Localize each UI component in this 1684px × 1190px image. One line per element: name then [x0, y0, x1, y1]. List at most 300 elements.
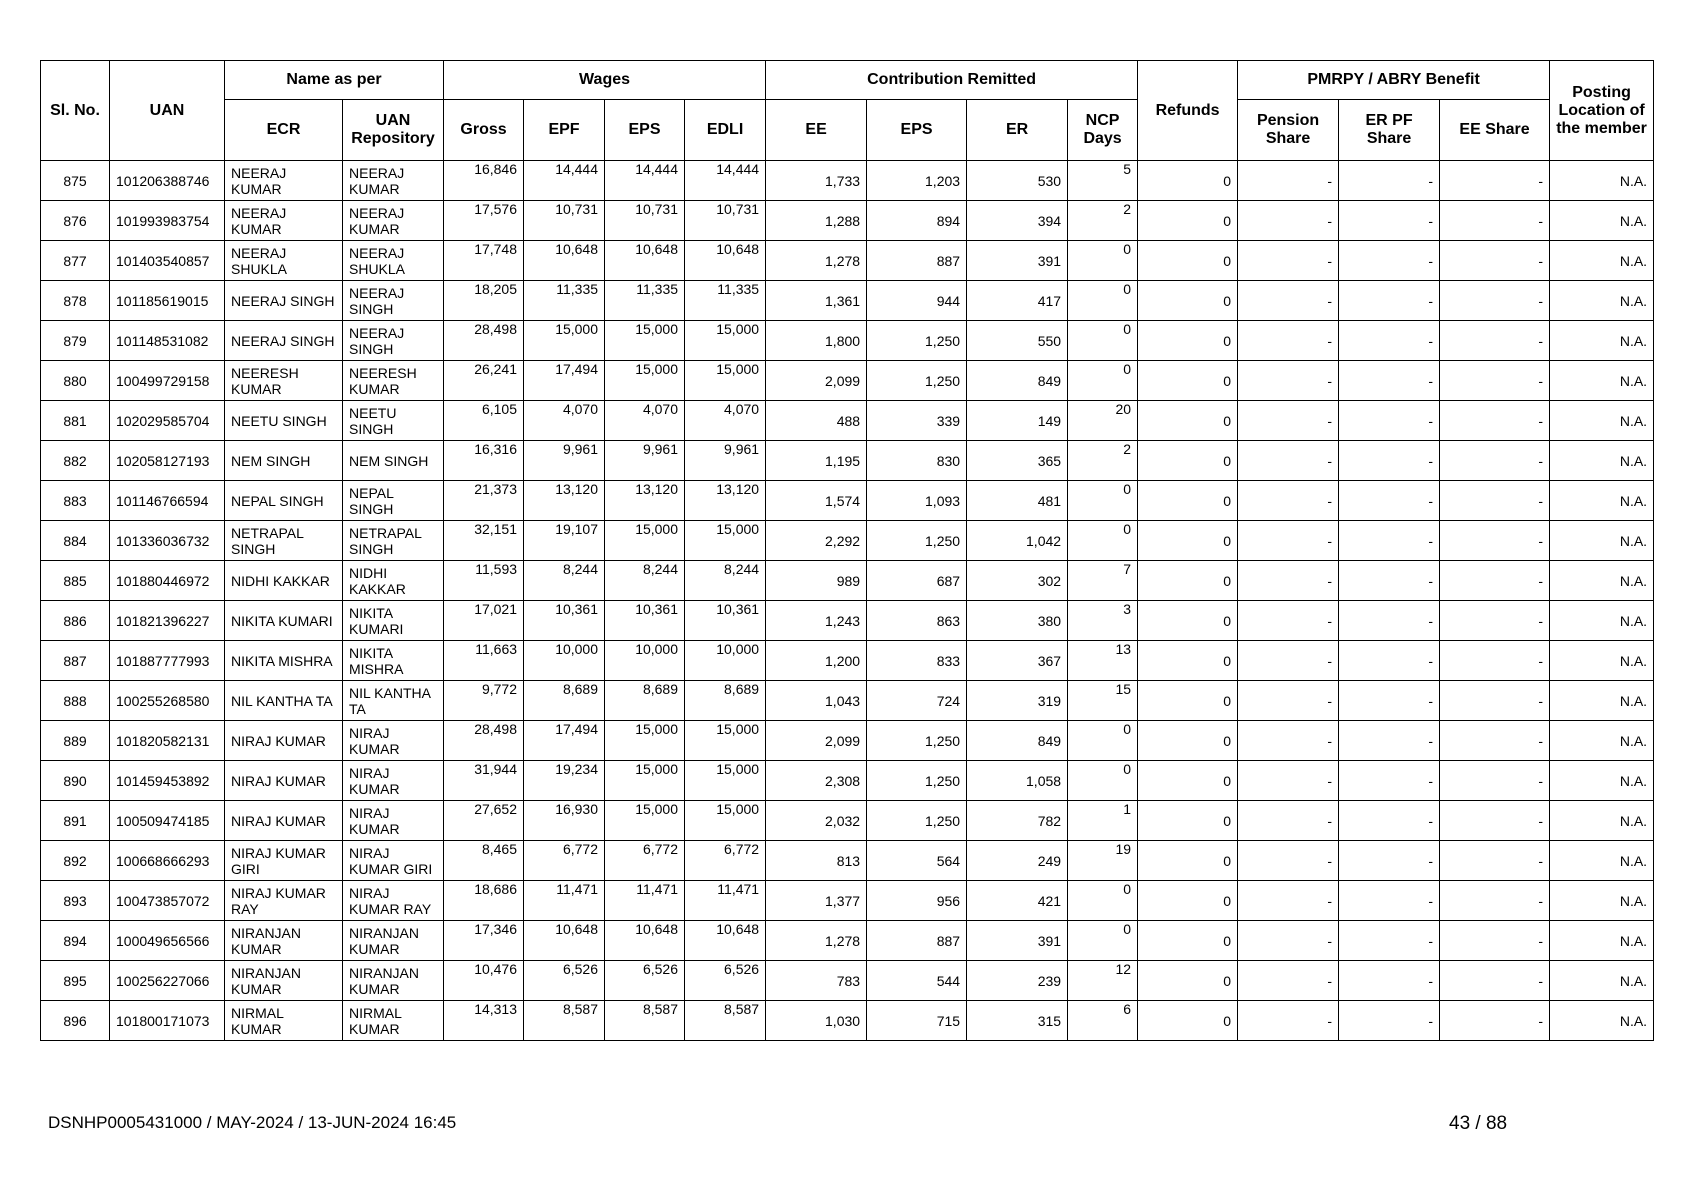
cell-sl-no: 886	[41, 601, 110, 641]
cell-er-pf-share: -	[1339, 521, 1440, 561]
cell-sl-no: 881	[41, 401, 110, 441]
cell-pension-share: -	[1238, 281, 1339, 321]
cell-eps-wages: 15,000	[605, 521, 685, 561]
cell-ee-share: -	[1440, 161, 1550, 201]
cell-eps-wages: 8,689	[605, 681, 685, 721]
cell-refunds: 0	[1138, 681, 1238, 721]
cell-ee-share: -	[1440, 761, 1550, 801]
cell-uan-repository-name: NIKITA MISHRA	[343, 641, 444, 681]
cell-uan-repository-name: NIDHI KAKKAR	[343, 561, 444, 601]
cell-epf: 10,361	[524, 601, 605, 641]
cell-uan-repository-name: NEERAJ SHUKLA	[343, 241, 444, 281]
cell-edli: 10,731	[685, 201, 766, 241]
cell-ecr-name: NIRAJ KUMAR GIRI	[225, 841, 343, 881]
cell-ee-share: -	[1440, 641, 1550, 681]
cell-er-pf-share: -	[1339, 1001, 1440, 1041]
cell-refunds: 0	[1138, 481, 1238, 521]
page-number: 43 / 88	[1449, 1113, 1508, 1134]
cell-sl-no: 875	[41, 161, 110, 201]
cell-sl-no: 889	[41, 721, 110, 761]
table-row	[41, 681, 1654, 721]
cell-ncp-days: 15	[1068, 681, 1138, 721]
group-pmrpy-abry: PMRPY / ABRY Benefit	[1238, 61, 1550, 100]
cell-uan: 100049656566	[110, 921, 225, 961]
cell-er: 391	[967, 241, 1068, 281]
cell-sl-no: 887	[41, 641, 110, 681]
cell-uan: 101459453892	[110, 761, 225, 801]
cell-epf: 4,070	[524, 401, 605, 441]
col-posting-location: Posting Location of the member	[1550, 61, 1654, 161]
cell-ecr-name: NIRAJ KUMAR	[225, 761, 343, 801]
cell-posting-location: N.A.	[1550, 481, 1654, 521]
cell-gross: 16,846	[444, 161, 524, 201]
cell-sl-no: 894	[41, 921, 110, 961]
cell-eps-contribution: 863	[867, 601, 967, 641]
cell-uan: 101148531082	[110, 321, 225, 361]
cell-posting-location: N.A.	[1550, 441, 1654, 481]
cell-gross: 17,021	[444, 601, 524, 641]
cell-sl-no: 892	[41, 841, 110, 881]
cell-uan: 101821396227	[110, 601, 225, 641]
cell-edli: 9,961	[685, 441, 766, 481]
cell-edli: 15,000	[685, 801, 766, 841]
cell-uan-repository-name: NIRAJ KUMAR	[343, 721, 444, 761]
cell-posting-location: N.A.	[1550, 921, 1654, 961]
cell-refunds: 0	[1138, 321, 1238, 361]
cell-refunds: 0	[1138, 441, 1238, 481]
table-row	[41, 521, 1654, 561]
table-row	[41, 761, 1654, 801]
cell-posting-location: N.A.	[1550, 521, 1654, 561]
cell-er: 319	[967, 681, 1068, 721]
table-row	[41, 881, 1654, 921]
cell-er: 550	[967, 321, 1068, 361]
cell-sl-no: 884	[41, 521, 110, 561]
cell-ee: 1,195	[766, 441, 867, 481]
cell-er-pf-share: -	[1339, 881, 1440, 921]
cell-posting-location: N.A.	[1550, 681, 1654, 721]
cell-eps-wages: 9,961	[605, 441, 685, 481]
cell-eps-wages: 15,000	[605, 321, 685, 361]
cell-sl-no: 879	[41, 321, 110, 361]
cell-er-pf-share: -	[1339, 561, 1440, 601]
cell-sl-no: 876	[41, 201, 110, 241]
cell-gross: 8,465	[444, 841, 524, 881]
cell-gross: 17,576	[444, 201, 524, 241]
cell-ee-share: -	[1440, 361, 1550, 401]
col-edli: EDLI	[685, 100, 766, 161]
cell-eps-contribution: 833	[867, 641, 967, 681]
cell-ee: 2,099	[766, 361, 867, 401]
cell-sl-no: 882	[41, 441, 110, 481]
col-ecr: ECR	[225, 100, 343, 161]
col-epf: EPF	[524, 100, 605, 161]
cell-uan: 100499729158	[110, 361, 225, 401]
cell-er: 1,058	[967, 761, 1068, 801]
cell-er-pf-share: -	[1339, 961, 1440, 1001]
cell-uan-repository-name: NEERAJ SINGH	[343, 321, 444, 361]
cell-edli: 10,000	[685, 641, 766, 681]
cell-sl-no: 890	[41, 761, 110, 801]
cell-ecr-name: NEERESH KUMAR	[225, 361, 343, 401]
cell-ee: 1,278	[766, 241, 867, 281]
cell-uan: 101820582131	[110, 721, 225, 761]
table-row	[41, 241, 1654, 281]
cell-uan: 101206388746	[110, 161, 225, 201]
cell-eps-contribution: 724	[867, 681, 967, 721]
cell-uan-repository-name: NEM SINGH	[343, 441, 444, 481]
cell-uan-repository-name: NEERAJ KUMAR	[343, 161, 444, 201]
cell-epf: 17,494	[524, 721, 605, 761]
cell-eps-wages: 14,444	[605, 161, 685, 201]
cell-ee-share: -	[1440, 841, 1550, 881]
cell-refunds: 0	[1138, 241, 1238, 281]
cell-ee: 989	[766, 561, 867, 601]
cell-pension-share: -	[1238, 561, 1339, 601]
col-ee: EE	[766, 100, 867, 161]
cell-ee-share: -	[1440, 201, 1550, 241]
cell-ecr-name: NIL KANTHA TA	[225, 681, 343, 721]
col-ee-share: EE Share	[1440, 100, 1550, 161]
cell-edli: 4,070	[685, 401, 766, 441]
cell-posting-location: N.A.	[1550, 801, 1654, 841]
cell-eps-contribution: 1,203	[867, 161, 967, 201]
cell-edli: 8,689	[685, 681, 766, 721]
cell-uan: 101146766594	[110, 481, 225, 521]
cell-eps-contribution: 544	[867, 961, 967, 1001]
cell-pension-share: -	[1238, 721, 1339, 761]
cell-uan-repository-name: NIRAJ KUMAR	[343, 761, 444, 801]
cell-er-pf-share: -	[1339, 361, 1440, 401]
cell-edli: 11,471	[685, 881, 766, 921]
cell-ee: 1,361	[766, 281, 867, 321]
cell-gross: 32,151	[444, 521, 524, 561]
cell-ncp-days: 0	[1068, 361, 1138, 401]
cell-uan-repository-name: NEERAJ SINGH	[343, 281, 444, 321]
cell-epf: 16,930	[524, 801, 605, 841]
cell-uan: 100255268580	[110, 681, 225, 721]
cell-edli: 11,335	[685, 281, 766, 321]
cell-pension-share: -	[1238, 441, 1339, 481]
table-row	[41, 441, 1654, 481]
cell-ee-share: -	[1440, 601, 1550, 641]
cell-er-pf-share: -	[1339, 161, 1440, 201]
cell-er: 249	[967, 841, 1068, 881]
cell-eps-contribution: 956	[867, 881, 967, 921]
cell-er-pf-share: -	[1339, 801, 1440, 841]
cell-ee-share: -	[1440, 401, 1550, 441]
cell-sl-no: 885	[41, 561, 110, 601]
cell-posting-location: N.A.	[1550, 281, 1654, 321]
cell-eps-contribution: 1,250	[867, 761, 967, 801]
cell-posting-location: N.A.	[1550, 881, 1654, 921]
cell-sl-no: 895	[41, 961, 110, 1001]
cell-er: 149	[967, 401, 1068, 441]
cell-epf: 14,444	[524, 161, 605, 201]
cell-epf: 8,689	[524, 681, 605, 721]
cell-uan-repository-name: NIRANJAN KUMAR	[343, 921, 444, 961]
cell-er-pf-share: -	[1339, 321, 1440, 361]
col-sl-no: Sl. No.	[41, 61, 110, 161]
cell-ee-share: -	[1440, 721, 1550, 761]
cell-ncp-days: 1	[1068, 801, 1138, 841]
col-pension-share: Pension Share	[1238, 100, 1339, 161]
cell-ee: 1,030	[766, 1001, 867, 1041]
cell-ecr-name: NETRAPAL SINGH	[225, 521, 343, 561]
cell-ee-share: -	[1440, 481, 1550, 521]
cell-ecr-name: NIRAJ KUMAR	[225, 801, 343, 841]
cell-ecr-name: NEETU SINGH	[225, 401, 343, 441]
cell-epf: 10,000	[524, 641, 605, 681]
cell-ecr-name: NIRAJ KUMAR RAY	[225, 881, 343, 921]
cell-epf: 6,772	[524, 841, 605, 881]
cell-refunds: 0	[1138, 841, 1238, 881]
cell-uan-repository-name: NIRAJ KUMAR	[343, 801, 444, 841]
cell-eps-wages: 4,070	[605, 401, 685, 441]
cell-gross: 16,316	[444, 441, 524, 481]
cell-ncp-days: 0	[1068, 881, 1138, 921]
cell-epf: 15,000	[524, 321, 605, 361]
cell-refunds: 0	[1138, 961, 1238, 1001]
cell-posting-location: N.A.	[1550, 241, 1654, 281]
cell-gross: 18,205	[444, 281, 524, 321]
cell-ncp-days: 0	[1068, 281, 1138, 321]
cell-pension-share: -	[1238, 401, 1339, 441]
cell-ee: 1,800	[766, 321, 867, 361]
cell-gross: 26,241	[444, 361, 524, 401]
cell-eps-wages: 8,587	[605, 1001, 685, 1041]
table-row	[41, 801, 1654, 841]
cell-ee-share: -	[1440, 801, 1550, 841]
cell-ecr-name: NEPAL SINGH	[225, 481, 343, 521]
cell-pension-share: -	[1238, 921, 1339, 961]
cell-er-pf-share: -	[1339, 921, 1440, 961]
cell-posting-location: N.A.	[1550, 761, 1654, 801]
cell-ecr-name: NEERAJ KUMAR	[225, 201, 343, 241]
cell-uan: 100509474185	[110, 801, 225, 841]
cell-ee: 2,099	[766, 721, 867, 761]
cell-uan-repository-name: NETRAPAL SINGH	[343, 521, 444, 561]
cell-uan: 102058127193	[110, 441, 225, 481]
cell-sl-no: 888	[41, 681, 110, 721]
cell-eps-wages: 11,335	[605, 281, 685, 321]
cell-refunds: 0	[1138, 521, 1238, 561]
cell-posting-location: N.A.	[1550, 401, 1654, 441]
cell-edli: 15,000	[685, 721, 766, 761]
cell-epf: 11,335	[524, 281, 605, 321]
cell-ee: 2,292	[766, 521, 867, 561]
cell-eps-wages: 8,244	[605, 561, 685, 601]
cell-sl-no: 893	[41, 881, 110, 921]
cell-ncp-days: 0	[1068, 321, 1138, 361]
cell-er-pf-share: -	[1339, 641, 1440, 681]
table-row	[41, 481, 1654, 521]
cell-ncp-days: 19	[1068, 841, 1138, 881]
cell-edli: 14,444	[685, 161, 766, 201]
cell-ncp-days: 13	[1068, 641, 1138, 681]
cell-er-pf-share: -	[1339, 281, 1440, 321]
cell-refunds: 0	[1138, 601, 1238, 641]
cell-edli: 8,244	[685, 561, 766, 601]
col-ncp-days: NCP Days	[1068, 100, 1138, 161]
cell-edli: 10,648	[685, 921, 766, 961]
cell-pension-share: -	[1238, 841, 1339, 881]
table-body	[41, 161, 1654, 1041]
cell-edli: 15,000	[685, 361, 766, 401]
cell-posting-location: N.A.	[1550, 561, 1654, 601]
cell-pension-share: -	[1238, 321, 1339, 361]
cell-eps-wages: 6,772	[605, 841, 685, 881]
cell-uan: 101403540857	[110, 241, 225, 281]
cell-ee: 1,243	[766, 601, 867, 641]
document-reference: DSNHP0005431000 / MAY-2024 / 13-JUN-2024 16:45	[48, 1113, 457, 1132]
cell-uan-repository-name: NEPAL SINGH	[343, 481, 444, 521]
cell-er-pf-share: -	[1339, 601, 1440, 641]
cell-refunds: 0	[1138, 761, 1238, 801]
cell-ncp-days: 2	[1068, 201, 1138, 241]
cell-ncp-days: 5	[1068, 161, 1138, 201]
table-row	[41, 321, 1654, 361]
cell-eps-contribution: 944	[867, 281, 967, 321]
col-gross: Gross	[444, 100, 524, 161]
cell-er: 239	[967, 961, 1068, 1001]
col-uan: UAN	[110, 61, 225, 161]
table-row	[41, 401, 1654, 441]
cell-ee: 2,308	[766, 761, 867, 801]
cell-pension-share: -	[1238, 961, 1339, 1001]
cell-eps-contribution: 687	[867, 561, 967, 601]
cell-ee: 783	[766, 961, 867, 1001]
cell-eps-wages: 6,526	[605, 961, 685, 1001]
cell-er-pf-share: -	[1339, 681, 1440, 721]
cell-eps-contribution: 339	[867, 401, 967, 441]
cell-uan: 101993983754	[110, 201, 225, 241]
cell-epf: 8,587	[524, 1001, 605, 1041]
cell-ecr-name: NIRAJ KUMAR	[225, 721, 343, 761]
cell-gross: 17,346	[444, 921, 524, 961]
cell-sl-no: 896	[41, 1001, 110, 1041]
cell-er-pf-share: -	[1339, 201, 1440, 241]
cell-ee: 1,043	[766, 681, 867, 721]
cell-er: 849	[967, 361, 1068, 401]
cell-ee: 813	[766, 841, 867, 881]
cell-ecr-name: NIRANJAN KUMAR	[225, 961, 343, 1001]
cell-eps-contribution: 887	[867, 921, 967, 961]
cell-ee: 1,278	[766, 921, 867, 961]
cell-gross: 28,498	[444, 721, 524, 761]
cell-gross: 21,373	[444, 481, 524, 521]
cell-ncp-days: 7	[1068, 561, 1138, 601]
cell-refunds: 0	[1138, 1001, 1238, 1041]
cell-er: 782	[967, 801, 1068, 841]
cell-ecr-name: NEERAJ SINGH	[225, 281, 343, 321]
cell-eps-contribution: 1,250	[867, 801, 967, 841]
cell-ee-share: -	[1440, 521, 1550, 561]
cell-eps-wages: 15,000	[605, 761, 685, 801]
cell-refunds: 0	[1138, 721, 1238, 761]
cell-uan-repository-name: NIRAJ KUMAR GIRI	[343, 841, 444, 881]
cell-er-pf-share: -	[1339, 441, 1440, 481]
cell-er: 849	[967, 721, 1068, 761]
cell-uan-repository-name: NIRAJ KUMAR RAY	[343, 881, 444, 921]
cell-ncp-days: 0	[1068, 721, 1138, 761]
cell-eps-wages: 11,471	[605, 881, 685, 921]
table-row	[41, 601, 1654, 641]
cell-ee-share: -	[1440, 441, 1550, 481]
cell-sl-no: 877	[41, 241, 110, 281]
cell-epf: 11,471	[524, 881, 605, 921]
cell-ncp-days: 0	[1068, 241, 1138, 281]
cell-eps-wages: 10,361	[605, 601, 685, 641]
cell-eps-contribution: 1,250	[867, 361, 967, 401]
cell-posting-location: N.A.	[1550, 201, 1654, 241]
cell-ncp-days: 12	[1068, 961, 1138, 1001]
cell-er: 394	[967, 201, 1068, 241]
cell-ee-share: -	[1440, 241, 1550, 281]
cell-er: 391	[967, 921, 1068, 961]
cell-sl-no: 891	[41, 801, 110, 841]
group-wages: Wages	[444, 61, 766, 100]
cell-gross: 14,313	[444, 1001, 524, 1041]
cell-eps-wages: 15,000	[605, 801, 685, 841]
cell-refunds: 0	[1138, 801, 1238, 841]
cell-ee: 1,288	[766, 201, 867, 241]
cell-pension-share: -	[1238, 1001, 1339, 1041]
cell-er-pf-share: -	[1339, 401, 1440, 441]
cell-ee-share: -	[1440, 921, 1550, 961]
cell-sl-no: 880	[41, 361, 110, 401]
cell-ee: 2,032	[766, 801, 867, 841]
cell-ncp-days: 3	[1068, 601, 1138, 641]
cell-ee: 488	[766, 401, 867, 441]
cell-ee-share: -	[1440, 961, 1550, 1001]
cell-posting-location: N.A.	[1550, 321, 1654, 361]
cell-ecr-name: NEM SINGH	[225, 441, 343, 481]
cell-gross: 31,944	[444, 761, 524, 801]
cell-ecr-name: NEERAJ SINGH	[225, 321, 343, 361]
table-row	[41, 161, 1654, 201]
cell-ee-share: -	[1440, 1001, 1550, 1041]
cell-refunds: 0	[1138, 561, 1238, 601]
table-row	[41, 1001, 1654, 1041]
cell-pension-share: -	[1238, 641, 1339, 681]
cell-eps-contribution: 894	[867, 201, 967, 241]
cell-gross: 11,593	[444, 561, 524, 601]
cell-eps-contribution: 1,093	[867, 481, 967, 521]
cell-ee: 1,200	[766, 641, 867, 681]
cell-epf: 19,107	[524, 521, 605, 561]
cell-pension-share: -	[1238, 601, 1339, 641]
cell-uan: 100668666293	[110, 841, 225, 881]
cell-epf: 8,244	[524, 561, 605, 601]
cell-refunds: 0	[1138, 281, 1238, 321]
group-name-as-per: Name as per	[225, 61, 444, 100]
cell-uan-repository-name: NEETU SINGH	[343, 401, 444, 441]
col-eps-wages: EPS	[605, 100, 685, 161]
cell-edli: 10,361	[685, 601, 766, 641]
cell-epf: 17,494	[524, 361, 605, 401]
cell-edli: 6,526	[685, 961, 766, 1001]
cell-ee-share: -	[1440, 321, 1550, 361]
cell-ncp-days: 0	[1068, 921, 1138, 961]
cell-gross: 9,772	[444, 681, 524, 721]
cell-eps-wages: 10,648	[605, 241, 685, 281]
cell-pension-share: -	[1238, 881, 1339, 921]
cell-er: 367	[967, 641, 1068, 681]
cell-ee-share: -	[1440, 681, 1550, 721]
cell-edli: 6,772	[685, 841, 766, 881]
ecr-table	[40, 60, 1654, 1041]
